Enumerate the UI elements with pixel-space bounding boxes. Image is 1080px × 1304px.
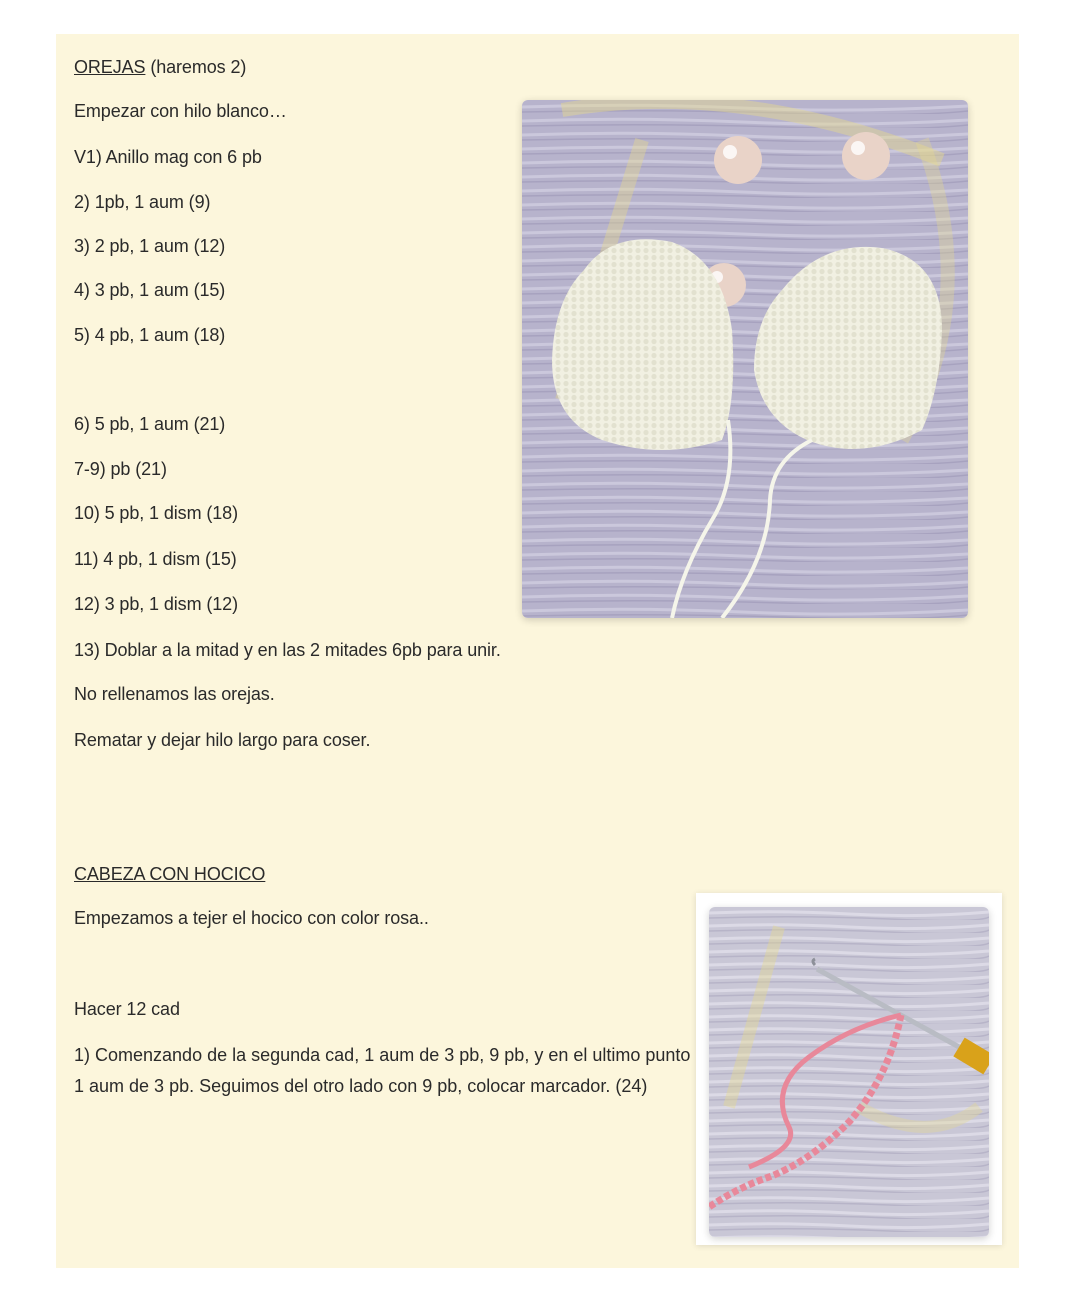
cabeza-step-chain: Hacer 12 cad xyxy=(74,999,180,1019)
orejas-heading: OREJAS xyxy=(74,57,146,77)
hook-photo xyxy=(709,907,989,1237)
orejas-step-13: 13) Doblar a la mitad y en las 2 mitades 6pb para unir. xyxy=(74,640,501,660)
orejas-heading-line xyxy=(74,57,246,78)
orejas-step-12: 12) 3 pb, 1 dism (12) xyxy=(74,594,238,614)
orejas-step-5: 5) 4 pb, 1 aum (18) xyxy=(74,325,226,345)
cabeza-step-1: 1) Comenzando de la segunda cad, 1 aum de 3 pb, 9 pb, y en el ultimo punto 1 aum de 3 pb. Seguimos del otro lado con 9 pb, colocar marcador. (24) xyxy=(74,1045,691,1096)
orejas-step-6: 6) 5 pb, 1 aum (21) xyxy=(74,414,226,434)
orejas-note-finish: Rematar y dejar hilo largo para coser. xyxy=(74,730,371,750)
orejas-step-11: 11) 4 pb, 1 dism (15) xyxy=(74,549,237,569)
orejas-step-2: 2) 1pb, 1 aum (9) xyxy=(74,192,211,212)
orejas-step-3: 3) 2 pb, 1 aum (12) xyxy=(74,236,226,256)
orejas-step-4: 4) 3 pb, 1 aum (15) xyxy=(74,280,226,300)
orejas-step-7-9: 7-9) pb (21) xyxy=(74,459,167,479)
cabeza-heading: CABEZA CON HOCICO xyxy=(74,864,266,884)
cabeza-heading-line xyxy=(74,864,265,885)
orejas-step-10: 10) 5 pb, 1 dism (18) xyxy=(74,503,238,523)
orejas-note-no-stuffing: No rellenamos las orejas. xyxy=(74,684,275,704)
orejas-step-1: V1) Anillo mag con 6 pb xyxy=(74,147,262,167)
cabeza-intro: Empezamos a tejer el hocico con color rosa.. xyxy=(74,908,429,928)
orejas-heading-note: (haremos 2) xyxy=(145,57,247,77)
orejas-line-start: Empezar con hilo blanco… xyxy=(74,101,287,121)
ears-photo xyxy=(522,100,968,618)
